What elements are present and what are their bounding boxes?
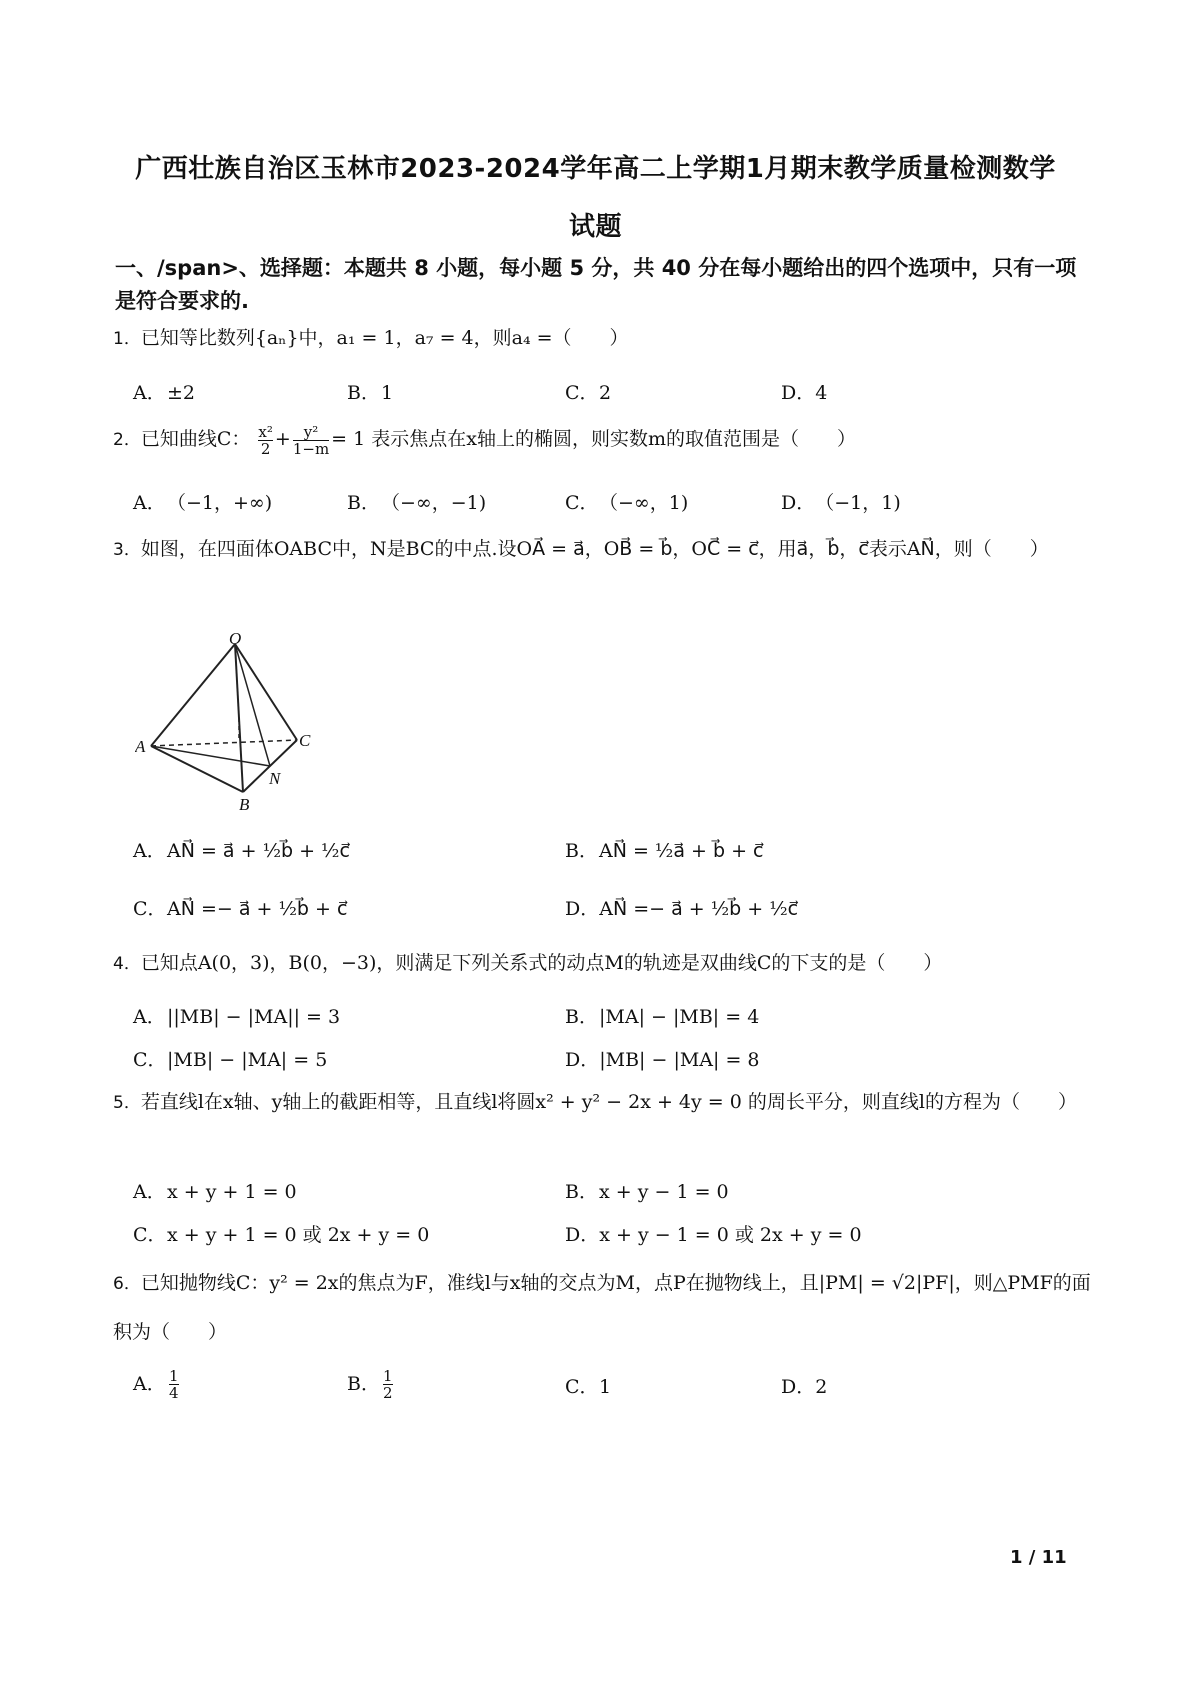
option-letter: C．: [133, 898, 167, 920]
option-text: |MB| − |MA| = 5: [167, 1049, 328, 1071]
numerator: x²: [258, 422, 273, 441]
edge-oc: [235, 644, 297, 740]
question-stem-before: 已知曲线C：: [140, 428, 251, 450]
label-b: B: [239, 795, 250, 814]
denominator: 1−m: [292, 439, 330, 458]
q1-option-a: [133, 378, 195, 405]
q4-option-b: [565, 1002, 759, 1029]
q6-option-d: [781, 1372, 827, 1399]
numerator: 1: [383, 1367, 393, 1385]
option-letter: C．: [565, 382, 599, 404]
option-text: |MB| − |MA| = 8: [599, 1049, 760, 1071]
numerator: 1: [169, 1367, 179, 1385]
fraction-one-quarter: [169, 1368, 179, 1401]
question-3: [113, 525, 1098, 574]
q6-option-c: [565, 1372, 611, 1399]
denominator: 2: [258, 440, 272, 457]
q5-option-a: [133, 1177, 297, 1204]
fraction-x2-over-2: [258, 424, 272, 457]
option-text: （−∞，−1): [381, 492, 487, 514]
page-number: 1 / 11: [1010, 1547, 1067, 1568]
option-letter: D．: [781, 382, 816, 404]
q4-option-c: [133, 1045, 327, 1072]
option-text: （−1，1): [815, 492, 901, 514]
q5-option-d: [565, 1220, 862, 1247]
option-letter: C．: [133, 1049, 167, 1071]
question-6: [113, 1259, 1098, 1356]
option-letter: A．: [133, 1372, 166, 1395]
option-letter: A．: [133, 1181, 166, 1203]
option-text: AN⃗ = a⃗ + ½b⃗ + ½c⃗: [167, 840, 350, 862]
option-text: 1: [599, 1376, 612, 1398]
q3-option-b: [565, 836, 764, 863]
question-number: 1．: [113, 329, 141, 349]
option-text: AN⃗ =− a⃗ + ½b⃗ + c⃗: [167, 898, 348, 920]
edge-oa: [151, 644, 235, 746]
q5-option-b: [565, 1177, 729, 1204]
question-stem: 已知点A(0，3)，B(0，−3)，则满足下列关系式的动点M的轨迹是双曲线C的下支的是（ ）: [140, 952, 943, 974]
edge-ac-hidden: [151, 740, 297, 746]
exam-title-line1: 广西壮族自治区玉林市2023-2024学年高二上学期1月期末教学质量检测数学: [135, 154, 1056, 184]
label-o: O: [229, 630, 242, 648]
option-text: |MA| − |MB| = 4: [599, 1006, 760, 1028]
question-stem: 已知等比数列{aₙ}中，a₁ = 1，a₇ = 4，则a₄ =（ ）: [140, 327, 629, 349]
q2-option-d: [781, 488, 901, 515]
q6-option-a: [133, 1368, 181, 1401]
q2-option-c: [565, 488, 688, 515]
tetrahedron-figure: [135, 630, 365, 820]
label-a: A: [135, 737, 146, 756]
option-letter: D．: [565, 898, 600, 920]
denominator: 2: [383, 1384, 393, 1402]
question-4: [113, 939, 1098, 988]
option-letter: B．: [347, 382, 380, 404]
option-letter: B．: [565, 840, 598, 862]
option-text: 2: [815, 1376, 828, 1398]
option-letter: C．: [565, 1376, 599, 1398]
option-letter: D．: [781, 492, 816, 514]
option-text: 4: [815, 382, 828, 404]
option-text: AN⃗ =− a⃗ + ½b⃗ + ½c⃗: [599, 898, 799, 920]
q2-option-a: [133, 488, 272, 515]
q4-option-a: [133, 1002, 340, 1029]
option-letter: A．: [133, 840, 166, 862]
numerator: y²: [303, 422, 319, 441]
question-number: 4．: [113, 954, 141, 974]
question-number: 6．: [113, 1274, 141, 1294]
option-letter: D．: [781, 1376, 816, 1398]
option-text: x + y − 1 = 0 或 2x + y = 0: [599, 1224, 862, 1246]
question-number: 3．: [113, 540, 141, 560]
q1-option-d: [781, 378, 827, 405]
question-stem: 已知抛物线C：y² = 2x的焦点为F，准线l与x轴的交点为M，点P在抛物线上，且|PM| = √2|PF|，则△PMF的面积为（ ）: [113, 1272, 1091, 1343]
question-1: [113, 314, 1098, 363]
option-letter: D．: [565, 1224, 600, 1246]
q3-option-d: [565, 894, 798, 921]
q1-option-c: [565, 378, 611, 405]
option-text: （−1，+∞): [167, 492, 273, 514]
edge-ab: [151, 746, 243, 792]
option-letter: A．: [133, 492, 166, 514]
option-letter: B．: [565, 1181, 598, 1203]
question-5: [113, 1078, 1098, 1127]
fraction-y2-over-1-m: [293, 424, 329, 457]
question-number: 2．: [113, 430, 141, 450]
option-text: x + y + 1 = 0 或 2x + y = 0: [167, 1224, 430, 1246]
fraction-one-half: [383, 1368, 393, 1401]
option-text: 1: [381, 382, 394, 404]
q4-option-d: [565, 1045, 760, 1072]
label-n: N: [269, 769, 281, 788]
q1-option-b: [347, 378, 393, 405]
q3-option-a: [133, 836, 350, 863]
denominator: 4: [169, 1384, 179, 1402]
option-letter: C．: [133, 1224, 167, 1246]
option-text: ±2: [167, 382, 196, 404]
option-letter: B．: [347, 492, 380, 514]
question-number: 5．: [113, 1093, 141, 1113]
option-letter: B．: [565, 1006, 598, 1028]
option-text: （−∞，1): [599, 492, 689, 514]
label-c: C: [299, 731, 311, 750]
question-stem-after: = 1 表示焦点在x轴上的椭圆，则实数m的取值范围是（ ）: [331, 428, 856, 450]
question-2: 2．已知曲线C： $\frac{\text{x²}}{2}$ + $\frac{\text{y²}}{1-m}$ = 1 表示焦点在x轴上的椭圆，则实数m的取值范围是（ ）: [113, 422, 856, 458]
question-stem: 如图，在四面体OABC中，N是BC的中点.设OA⃗ = a⃗，OB⃗ = b⃗，OC⃗ = c⃗，用a⃗，b⃗，c⃗表示AN⃗，则（ ）: [140, 538, 1049, 560]
option-text: ||MB| − |MA|| = 3: [167, 1006, 341, 1028]
option-text: 2: [599, 382, 612, 404]
section-heading: 一、/span>、选择题：本题共 8 小题，每小题 5 分，共 40 分在每小题给出的四个选项中，只有一项是符合要求的.: [115, 256, 1077, 313]
option-text: x + y − 1 = 0: [599, 1181, 729, 1203]
q3-option-c: [133, 894, 347, 921]
q2-option-b: [347, 488, 486, 515]
exam-title-line2: 试题: [568, 212, 622, 242]
option-letter: B．: [347, 1372, 380, 1395]
option-letter: D．: [565, 1049, 600, 1071]
q6-option-b: [347, 1368, 395, 1401]
option-letter: A．: [133, 1006, 166, 1028]
option-letter: C．: [565, 492, 599, 514]
option-text: AN⃗ = ½a⃗ + b⃗ + c⃗: [599, 840, 764, 862]
option-letter: A．: [133, 382, 166, 404]
option-text: x + y + 1 = 0: [167, 1181, 297, 1203]
question-stem: 若直线l在x轴、y轴上的截距相等，且直线l将圆x² + y² − 2x + 4y = 0 的周长平分，则直线l的方程为（ ）: [140, 1091, 1077, 1113]
q5-option-c: [133, 1220, 429, 1247]
